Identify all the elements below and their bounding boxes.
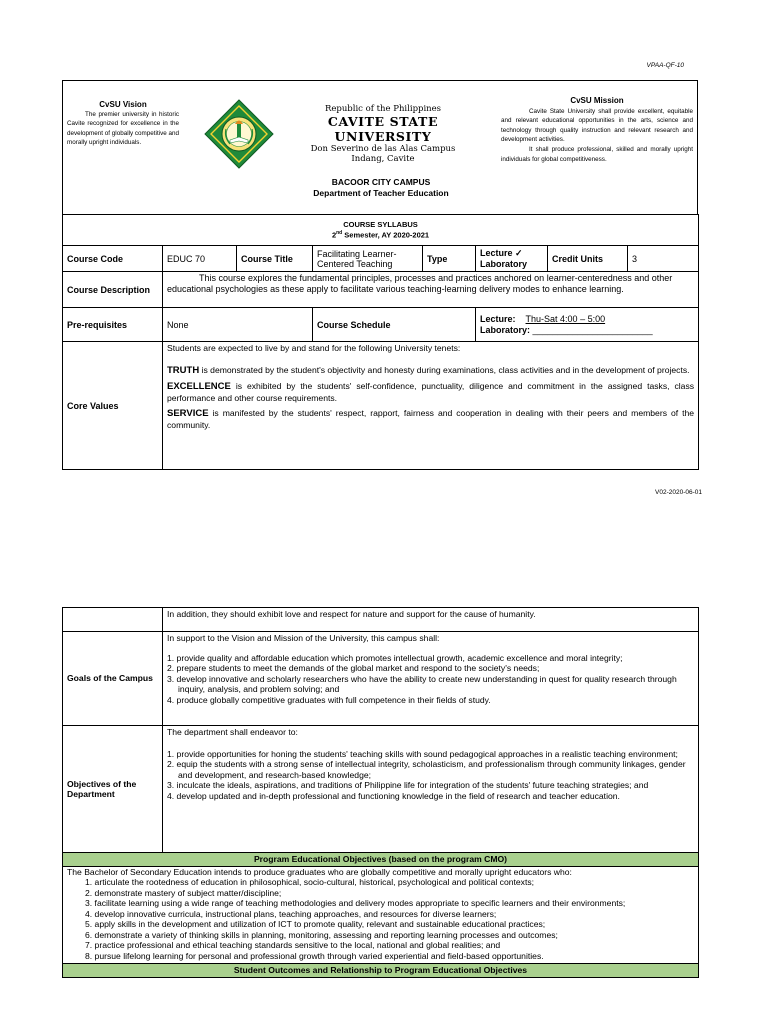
- city-campus: BACOOR CITY CAMPUS: [331, 177, 431, 187]
- semester-num: 2: [331, 230, 337, 240]
- goals-cell: [163, 632, 699, 726]
- goal-item: 1. provide quality and affordable education which promotes intellectual growth, academic excellence and moral integrity;: [167, 652, 623, 663]
- goal-item: 4. produce globally competitive graduates with full competence in their fields of study.: [167, 694, 491, 705]
- semester-line: [67, 229, 694, 240]
- objectives-cell: [163, 726, 699, 853]
- course-title-value: Facilitating Learner-Centered Teaching: [313, 246, 423, 272]
- goals-label: Goals of the Campus: [63, 632, 163, 726]
- continuation-text: In addition, they should exhibit love and respect for nature and support for the cause of humanity.: [163, 608, 699, 632]
- objectives-intro: The department shall endeavor to:: [167, 727, 298, 737]
- semester-sup: nd: [336, 230, 343, 237]
- type-laboratory: Laboratory: [480, 258, 528, 269]
- vision-text: The premier university in historic Cavite recognized for excellence in the development of globally competitive and morally upright individuals.: [67, 111, 180, 146]
- continuation-label-cell: [63, 608, 163, 632]
- credit-units-value: 3: [628, 246, 699, 272]
- course-code-value: EDUC 70: [163, 246, 237, 272]
- semester-rest: Semester, AY 2020-2021: [342, 230, 430, 240]
- peo-item: 2. demonstrate mastery of subject matter/discipline;: [85, 887, 282, 898]
- peo-item: 8. pursue lifelong learning for personal and professional growth through varied experiential and field-based opportunities.: [85, 950, 544, 961]
- service-value: [167, 408, 694, 430]
- excellence-text: is exhibited by the students' self-confidence, punctuality, diligence and commitment in the assigned tasks, class performance and other course requirements.: [167, 381, 695, 403]
- syllabus-header: [62, 80, 698, 214]
- goal-item: 2. prepare students to meet the demands of the global market and respond to the society's needs;: [167, 663, 540, 673]
- lecture-time: Thu-Sat 4:00 – 5:00: [525, 313, 606, 324]
- objective-item: 3. inculcate the ideals, aspirations, and traditions of Philippine life for integration of the students' future teaching strategies; and: [167, 780, 649, 790]
- core-values-intro: Students are expected to live by and stand for the following University tenets:: [167, 343, 461, 353]
- service-label: SERVICE: [167, 408, 209, 419]
- type-value: [476, 246, 548, 272]
- university-name: CAVITE STATE UNIVERSITY: [327, 114, 439, 144]
- excellence-value: [167, 381, 694, 403]
- version-code: V02-2020-06-01: [655, 489, 702, 496]
- prerequisites-value: None: [163, 308, 313, 342]
- type-label: Type: [423, 246, 476, 272]
- objective-item: 4. develop updated and in-depth professional and functioning knowledge in the field of research and teacher education.: [167, 790, 620, 801]
- goals-objectives-table: [62, 607, 699, 978]
- campus-line-2: Indang, Cavite: [351, 154, 415, 164]
- lecture-label: Lecture:: [480, 313, 516, 324]
- mission-text-1: Cavite State University shall provide excellent, equitable and relevant educational opportunities in the arts, science and technology through quality instruction and relevant research and development activities.: [501, 107, 693, 144]
- objectives-label: Objectives of the Department: [63, 726, 163, 853]
- mission-title: CvSU Mission: [570, 96, 624, 105]
- peo-item: 3. facilitate learning using a wide range of teaching methodologies and delivery modes appropriate to specific learners and their environments;: [85, 898, 626, 908]
- peo-list: [67, 877, 694, 961]
- truth-text: is demonstrated by the student's objectivity and honesty during examinations, class activities and in the development of projects.: [199, 364, 690, 375]
- peo-intro: The Bachelor of Secondary Education intends to produce graduates who are globally competitive and morally upright educators who:: [67, 866, 572, 877]
- peo-item: 7. practice professional and ethical teaching standards sensitive to the local, national and global realities; and: [85, 940, 501, 950]
- truth-value: [167, 365, 694, 377]
- type-lecture: Lecture ✓: [480, 247, 523, 258]
- excellence-label: EXCELLENCE: [167, 381, 231, 392]
- course-schedule-value: [476, 308, 699, 342]
- laboratory-label: Laboratory:: [480, 324, 531, 335]
- laboratory-time: ________________________: [532, 324, 653, 335]
- republic-line: Republic of the Philippines: [324, 104, 442, 114]
- objective-item: 2. equip the students with a strong sense of intellectual integrity, scholasticism, and professionalism through community linkages, gender and development, and research-based knowledge;: [167, 759, 686, 780]
- peo-cell: [63, 866, 699, 964]
- vision-title: CvSU Vision: [99, 100, 147, 109]
- objective-item: 1. provide opportunities for honing the students' teaching skills with sound pedagogical approaches in a realistic teaching environment;: [167, 748, 678, 759]
- campus-line-1: Don Severino de las Alas Campus: [310, 144, 456, 154]
- course-title-label: Course Title: [237, 246, 313, 272]
- prerequisites-label: Pre-requisites: [63, 308, 163, 342]
- core-values-label: Core Values: [63, 342, 163, 470]
- course-schedule-label: Course Schedule: [313, 308, 476, 342]
- peo-item: 5. apply skills in the development and utilization of ICT to promote quality, relevant and sustainable educational practices;: [85, 919, 546, 929]
- mission-text-2: It shall produce professional, skilled and morally upright individuals for global competitiveness.: [501, 145, 693, 163]
- syllabus-title-cell: [63, 215, 699, 246]
- peo-item: 4. develop innovative curricula, instructional plans, teaching approaches, and resources for diverse learners;: [85, 908, 497, 919]
- objectives-list: [167, 749, 694, 802]
- peo-item: 6. demonstrate a variety of thinking skills in planning, monitoring, assessing and reporting learning processes and outcomes;: [85, 929, 558, 940]
- syllabus-title: COURSE SYLLABUS: [343, 220, 418, 230]
- campus-department: [63, 177, 699, 199]
- course-code-label: Course Code: [63, 246, 163, 272]
- goals-list: [167, 653, 694, 706]
- course-info-table: [62, 214, 699, 470]
- peo-item: 1. articulate the rootedness of education in philosophical, socio-cultural, historical, psychological and political contexts;: [85, 877, 535, 887]
- lecture-schedule: [480, 314, 694, 325]
- laboratory-schedule: [480, 325, 694, 336]
- course-description-label: Course Description: [63, 272, 163, 308]
- peo-heading: Program Educational Objectives (based on the program CMO): [63, 853, 699, 867]
- core-values-text: [163, 342, 699, 470]
- goal-item: 3. develop innovative and scholarly researchers who have the ability to create new understanding in quest for quality research through inquiry, analysis, and problem solving; and: [167, 673, 677, 694]
- course-description-text: This course explores the fundamental principles, processes and practices anchored on learner-centeredness and other educational psychologies as these apply to facilitate various teaching-learning delivery modes to enhance learning.: [163, 272, 699, 308]
- department-name: Department of Teacher Education: [313, 188, 449, 198]
- university-block: [278, 104, 488, 164]
- truth-label: TRUTH: [167, 364, 200, 376]
- university-seal-icon: [204, 99, 274, 169]
- service-text: is manifested by the students' respect, rapport, fairness and cooperation in dealing with their peers and members of the community.: [167, 408, 695, 430]
- form-code: VPAA-QF-10: [646, 62, 684, 69]
- student-outcomes-heading: Student Outcomes and Relationship to Program Educational Objectives: [63, 964, 699, 978]
- mission-block: [501, 96, 693, 164]
- vision-block: [67, 100, 179, 147]
- credit-units-label: Credit Units: [548, 246, 628, 272]
- goals-intro: In support to the Vision and Mission of the University, this campus shall:: [167, 633, 440, 643]
